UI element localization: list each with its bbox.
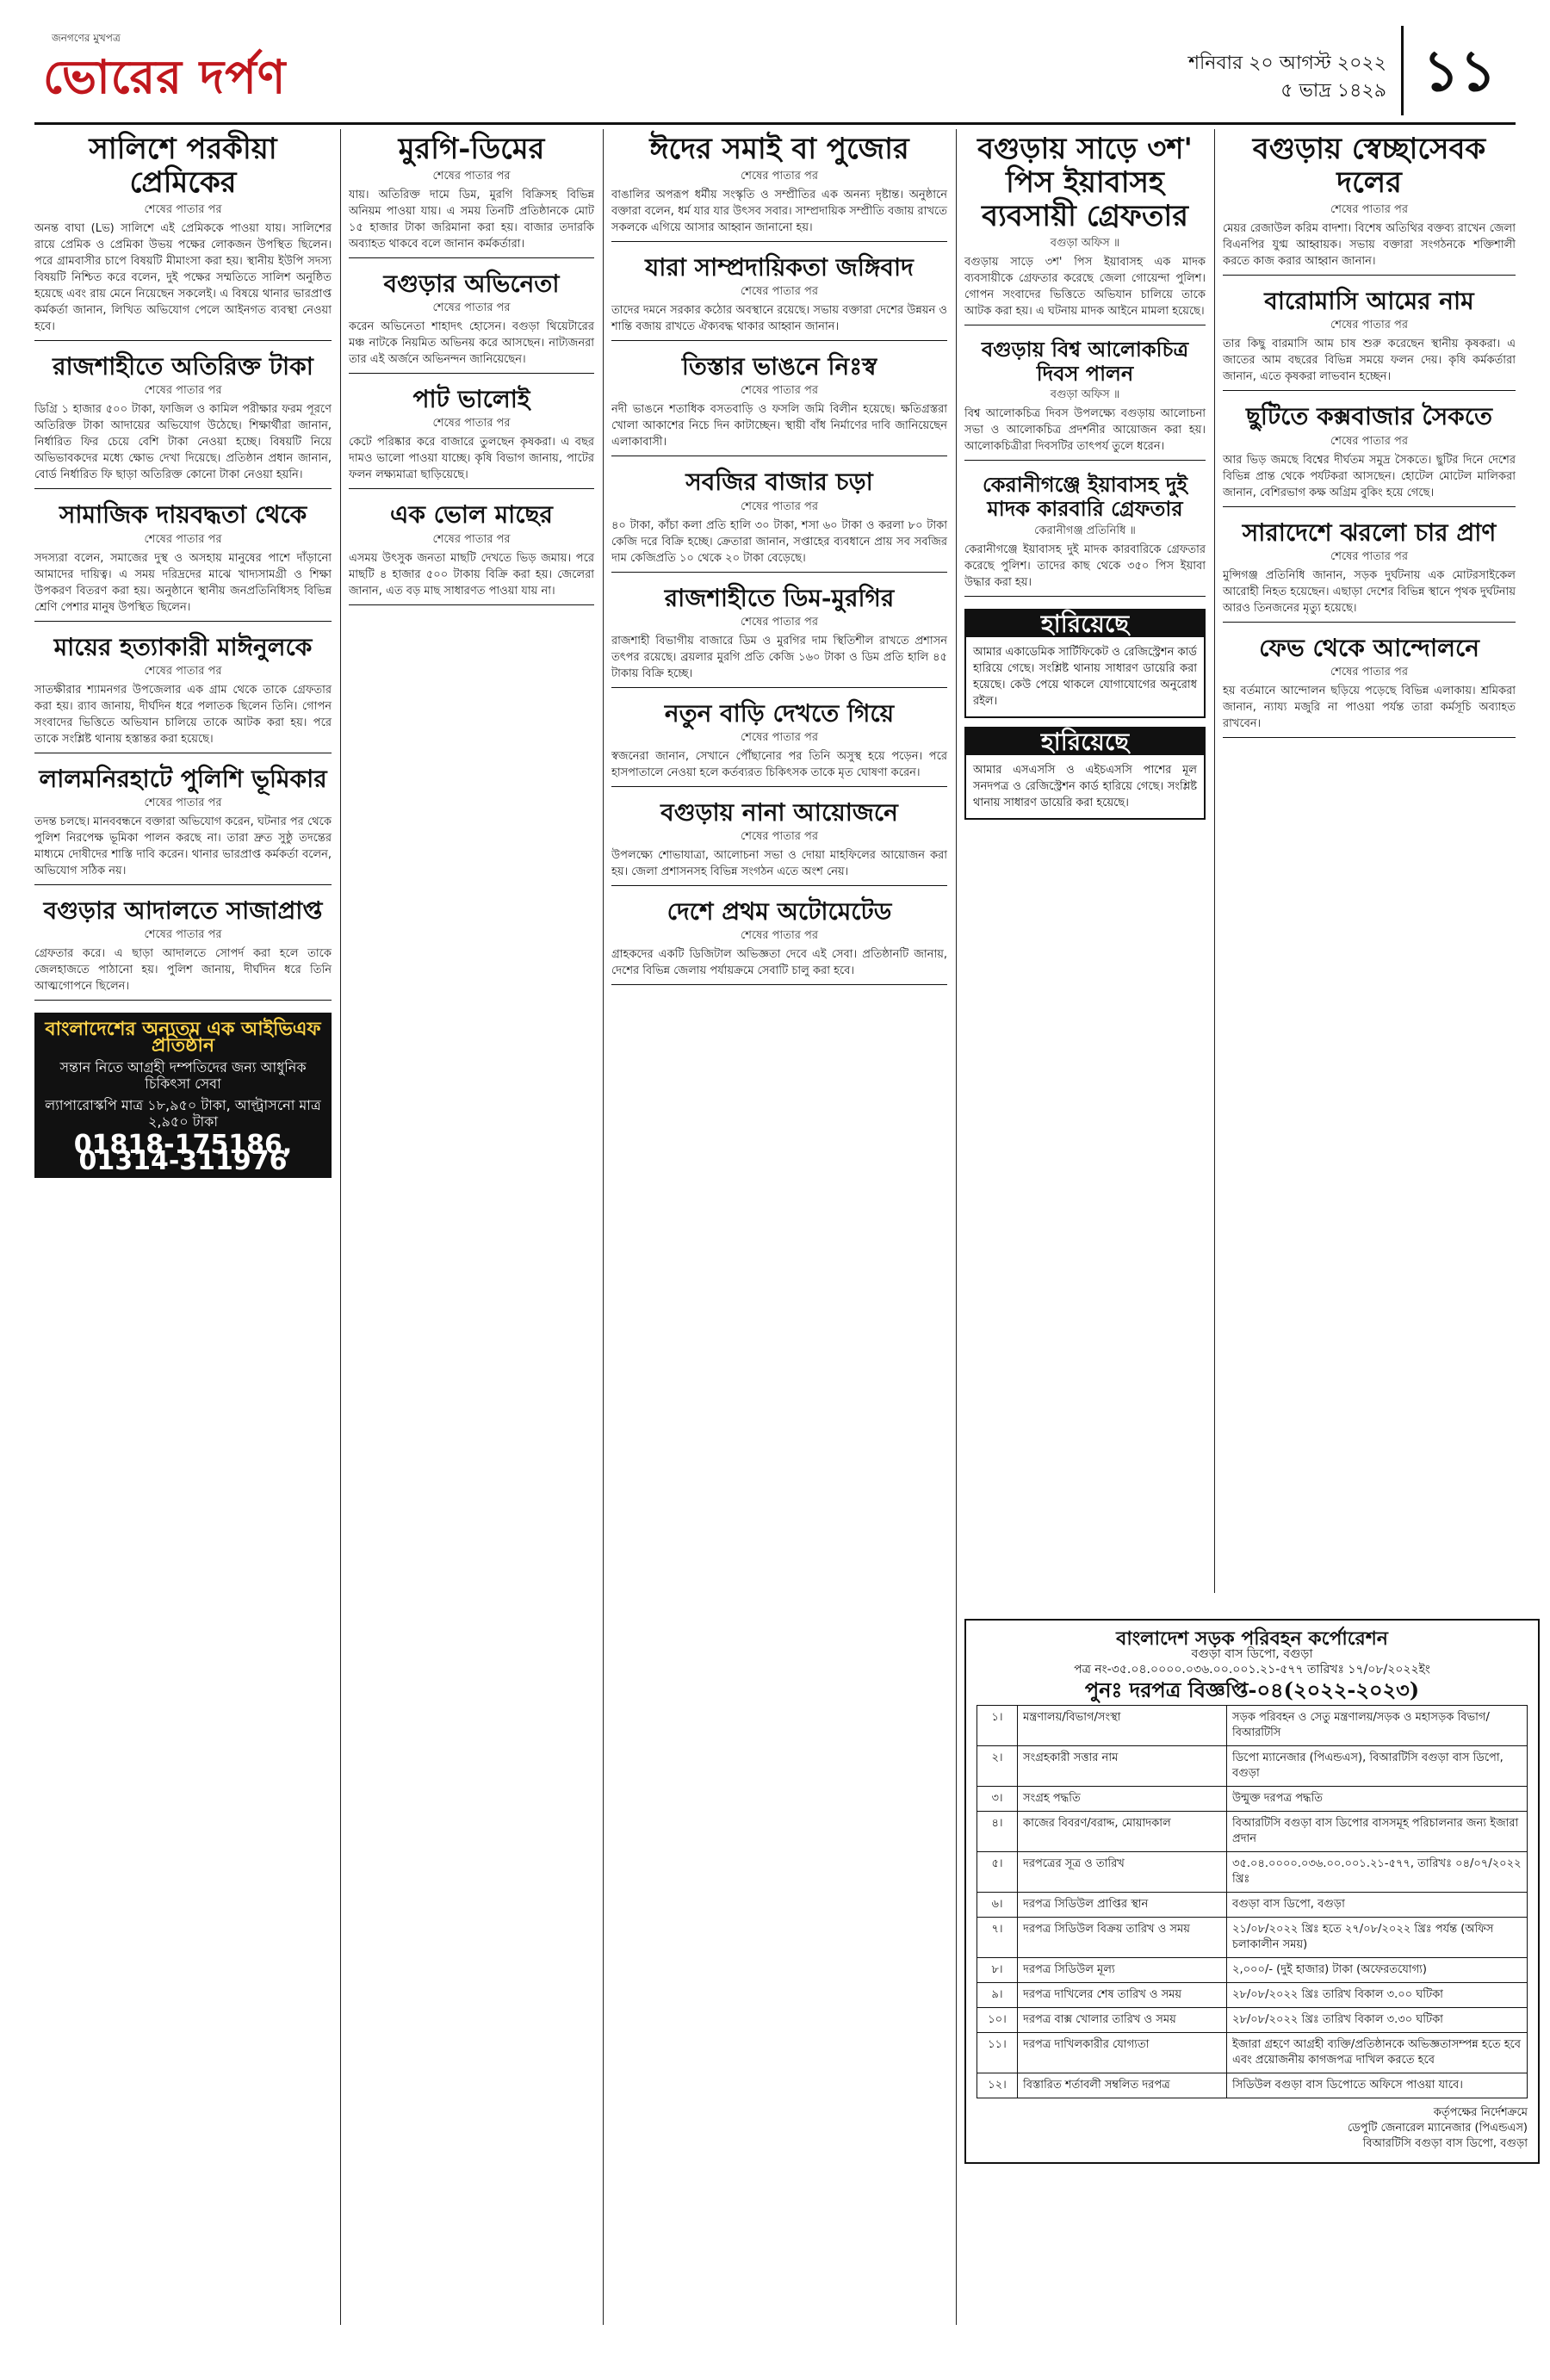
article	[34, 765, 332, 885]
tender-row	[977, 1918, 1528, 1958]
article-body: স্বজনেরা জানান, সেখানে পৌঁছানোর পর তিনি অসুস্থ হয়ে পড়েন। পরে হাসপাতালে নেওয়া হলে কর্তব্যরত চিকিৎসক তাকে মৃত ঘোষণা করেন।	[611, 750, 947, 780]
continued-label: শেষের পাতার পর	[144, 384, 222, 398]
tender-row	[977, 1983, 1528, 2008]
tender-cell-no: ৮।	[977, 1958, 1018, 1983]
tender-cell-label: দরপত্র সিডিউল মূল্য	[1018, 1958, 1227, 1983]
article	[349, 501, 594, 604]
tender-memo: পত্র নং-৩৫.০৪.০০০০.০৩৬.০০.০০১.২১-৫৭৭ তারিখঃ ১৭/০৮/২০২২ইং	[1074, 1663, 1430, 1677]
article	[34, 634, 332, 753]
lost-notice	[964, 609, 1206, 718]
article-headline: পাট ভালোই	[412, 385, 530, 414]
continued-label: শেষের পাতার পর	[740, 731, 819, 745]
tender-cell-label: দরপত্র সিডিউল বিক্রয় তারিখ ও সময়	[1018, 1918, 1227, 1958]
article-body: বিশ্ব আলোকচিত্র দিবস উপলক্ষ্যে বগুড়ায় আলোচনা সভা ও আলোকচিত্র প্রদর্শনীর আয়োজন করা হয়। আলোকচিত্রীরা দিবসটির তাৎপর্য তুলে ধরেন।	[964, 407, 1206, 454]
continued-label: শেষের পাতার পর	[144, 203, 222, 217]
article	[34, 353, 332, 489]
lost-notice-title: হারিয়েছে	[966, 610, 1204, 637]
sig-office: বিআরটিসি বগুড়া বাস ডিপো, বগুড়া	[1362, 2137, 1528, 2150]
article-headline: ফেভ থেকে আন্দোলনে	[1259, 633, 1479, 662]
continued-label: শেষের পাতার পর	[1330, 549, 1409, 563]
article-dateline: কেরানীগঞ্জ প্রতিনিধি ॥	[1034, 524, 1136, 537]
article-headline: ছুটিতে কক্সবাজার সৈকতে	[1245, 402, 1493, 431]
masthead-tagline: জনগণের মুখপত্র	[52, 32, 121, 44]
article	[964, 473, 1206, 596]
article	[611, 585, 947, 688]
tender-table	[976, 1705, 1528, 2098]
article	[611, 700, 947, 787]
lost-notices	[964, 609, 1206, 820]
tender-signature	[976, 2105, 1528, 2152]
tender-row	[977, 2008, 1528, 2033]
article-headline: বারোমাসি আমের নাম	[1264, 287, 1474, 316]
article-divider	[611, 984, 947, 985]
article-body: মেয়র রেজাউল করিম বাদশা। বিশেষ অতিথির বক্তব্য রাখেন জেলা বিএনপির যুগ্ম আহ্বায়ক। সভায় বক্তারা সংগঠনকে শক্তিশালী করতে কাজ করার আহ্বান জানান।	[1223, 222, 1516, 269]
continued-label: শেষের পাতার পর	[144, 664, 222, 678]
tender-cell-value: ২১/০৮/২০২২ খ্রিঃ হতে ২৭/০৮/২০২২ খ্রিঃ পর্যন্ত (অফিস চলাকালীন সময়)	[1227, 1918, 1528, 1958]
article	[964, 338, 1206, 461]
tender-cell-label: দরপত্রের সূত্র ও তারিখ	[1018, 1852, 1227, 1893]
article-headline: বগুড়ার আদালতে সাজাপ্রাপ্ত	[43, 896, 323, 925]
page-number: ১১	[1401, 26, 1516, 115]
ad-phone-numbers: 01818-175186, 01314-311976	[73, 1130, 293, 1177]
article-divider	[611, 687, 947, 688]
col3-articles	[611, 133, 947, 985]
article	[611, 799, 947, 886]
continued-label: শেষের পাতার পর	[432, 301, 511, 315]
article-body: তদন্ত চলছে। মানববন্ধনে বক্তারা অভিযোগ করেন, ঘটনার পর থেকে পুলিশ নিরপেক্ষ ভূমিকা পালন করছে না। তারা দ্রুত সুষ্ঠু তদন্তের মাধ্যমে দোষীদের শাস্তি দাবি করেন। থানার ভারপ্রাপ্ত কর্মকর্তা বলেন, অভিযোগ সঠিক নয়।	[34, 815, 332, 877]
article-body: তার কিছু বারমাসি আম চাষ শুরু করেছেন স্থানীয় কৃষকরা। এ জাতের আম বছরের বিভিন্ন সময়ে ফলন দেয়। কৃষি কর্মকর্তারা জানান, এতে কৃষকরা লাভবান হচ্ছেন।	[1223, 338, 1516, 384]
continued-label: শেষের পাতার পর	[432, 532, 511, 546]
article	[611, 898, 947, 985]
article-divider	[964, 596, 1206, 597]
article-divider	[611, 885, 947, 886]
article	[1223, 519, 1516, 623]
article	[964, 133, 1206, 325]
article	[349, 386, 594, 489]
article-divider	[611, 241, 947, 242]
article-divider	[1223, 275, 1516, 276]
article-body: তাদের দমনে সরকার কঠোর অবস্থানে রয়েছে। সভায় বক্তারা দেশের উন্নয়ন ও শান্তি বজায় রাখতে ঐক্যবদ্ধ থাকার আহ্বান জানান।	[611, 304, 947, 334]
article-divider	[34, 488, 332, 489]
ivf-advertisement	[34, 1013, 332, 1178]
article-body: কেরানীগঞ্জে ইয়াবাসহ দুই মাদক কারবারিকে গ্রেফতার করেছে পুলিশ। তাদের কাছ থেকে ৩৫০ পিস ইয়াবা উদ্ধার করা হয়।	[964, 542, 1206, 589]
tender-org: বাংলাদেশ সড়ক পরিবহন কর্পোরেশন	[1116, 1627, 1388, 1650]
continued-label: শেষের পাতার পর	[740, 499, 819, 513]
tender-cell-no: ৩।	[977, 1787, 1018, 1812]
article-divider	[1223, 737, 1516, 738]
tender-row	[977, 2033, 1528, 2073]
article	[349, 133, 594, 258]
tender-title: পুনঃ দরপত্র বিজ্ঞপ্তি-০৪(২০২২-২০২৩)	[1084, 1677, 1420, 1702]
newspaper-logo: ভোরের দর্পণ	[43, 49, 287, 104]
continued-label: শেষের পাতার পর	[1330, 434, 1409, 448]
article-divider	[1223, 390, 1516, 391]
column-divider	[603, 129, 604, 2325]
tender-row	[977, 2073, 1528, 2098]
col2-articles	[349, 133, 594, 605]
article-dateline: বগুড়া অফিস ॥	[1050, 388, 1120, 402]
article-body: সদস্যরা বলেন, সমাজের দুস্থ ও অসহায় মানুষের পাশে দাঁড়ানো আমাদের দায়িত্ব। এ সময় দরিদ্রদের মাঝে খাদ্যসামগ্রী ও শিক্ষা উপকরণ বিতরণ করা হয়। অনুষ্ঠানে স্থানীয় জনপ্রতিনিধিসহ বিভিন্ন শ্রেণি পেশার মানুষ উপস্থিত ছিলেন।	[34, 551, 332, 614]
continued-label: শেষের পাতার পর	[1330, 665, 1409, 679]
masthead	[34, 26, 1516, 125]
tender-cell-label: কাজের বিবরণ/বরাদ্দ, মোয়াদকাল	[1018, 1812, 1227, 1852]
col5-articles	[1223, 133, 1516, 738]
tender-cell-value: ডিপো ম্যানেজার (পিএন্ডএস), বিআরটিসি বগুড়া বাস ডিপো, বগুড়া	[1227, 1746, 1528, 1787]
tender-cell-value: ২৮/০৮/২০২২ খ্রিঃ তারিখ বিকাল ৩.৩০ ঘটিকা	[1227, 2008, 1528, 2033]
article	[349, 270, 594, 374]
tender-row	[977, 1958, 1528, 1983]
tender-cell-no: ৯।	[977, 1983, 1018, 2008]
tender-cell-no: ১২।	[977, 2073, 1018, 2098]
column-divider	[1214, 129, 1215, 1593]
tender-cell-no: ১।	[977, 1706, 1018, 1746]
ad-subline: সন্তান নিতে আগ্রহী দম্পতিদের জন্য আধুনিক চিকিৎসা সেবা	[59, 1059, 307, 1093]
tender-cell-no: ৭।	[977, 1918, 1018, 1958]
tender-cell-no: ২।	[977, 1746, 1018, 1787]
column-3	[611, 129, 947, 997]
tender-cell-value: ২৮/০৮/২০২২ খ্রিঃ তারিখ বিকাল ৩.০০ ঘটিকা	[1227, 1983, 1528, 2008]
lost-notice-body: আমার এসএসসি ও এইচএসসি পাশের মূল সনদপত্র ও রেজিস্ট্রেশন কার্ড হারিয়ে গেছে। সংশ্লিষ্ট থানায় সাধারণ ডায়েরি করা হয়েছে।	[973, 763, 1197, 809]
continued-label: শেষের পাতার পর	[740, 285, 819, 299]
continued-label: শেষের পাতার পর	[740, 384, 819, 398]
article-divider	[611, 572, 947, 573]
tender-cell-label: সংগ্রহ পদ্ধতি	[1018, 1787, 1227, 1812]
tender-cell-no: ১০।	[977, 2008, 1018, 2033]
tender-cell-value: সিডিউল বগুড়া বাস ডিপোতে অফিসে পাওয়া যাবে।	[1227, 2073, 1528, 2098]
article-body: সাতক্ষীরার শ্যামনগর উপজেলার এক গ্রাম থেকে তাকে গ্রেফতার করা হয়। র‌্যাব জানায়, দীর্ঘদিন ধরে পলাতক ছিলেন তিনি। গোপন সংবাদের ভিত্তিতে অভিযান চালিয়ে তাকে আটক করা হয়। পরে তাকে সংশ্লিষ্ট থানায় হস্তান্তর করা হয়েছে।	[34, 683, 332, 746]
tender-row	[977, 1746, 1528, 1787]
article-body: করেন অভিনেতা শাহাদৎ হোসেন। বগুড়া থিয়েটারের মঞ্চ নাটকে নিয়মিত অভিনয় করে আসছেন। নাট্যজনরা তার এই অর্জনে অভিনন্দন জানিয়েছেন।	[349, 320, 594, 367]
article-divider	[611, 786, 947, 787]
article	[34, 133, 332, 341]
article-headline: রাজশাহীতে অতিরিক্ত টাকা	[53, 352, 313, 381]
tender-cell-label: বিস্তারিত শর্তাবলী সম্বলিত দরপত্র	[1018, 2073, 1227, 2098]
tender-cell-value: বিআরটিসি বগুড়া বাস ডিপোর বাসসমূহ পরিচালনার জন্য ইজারা প্রদান	[1227, 1812, 1528, 1852]
article	[611, 468, 947, 572]
tender-notice	[964, 1619, 1540, 2164]
article-headline: বগুড়ায় স্বেচ্ছাসেবক দলের	[1252, 132, 1486, 201]
article-headline: লালমনিরহাটে পুলিশি ভূমিকার	[39, 764, 327, 793]
article-headline: বগুড়ায় বিশ্ব আলোকচিত্র দিবস পালন	[981, 337, 1189, 386]
article	[611, 353, 947, 456]
tender-cell-value: সড়ক পরিবহন ও সেতু মন্ত্রণালয়/সড়ক ও মহাসড়ক বিভাগ/বিআরটিসি	[1227, 1706, 1528, 1746]
article-body: যায়। অতিরিক্ত দামে ডিম, মুরগি বিক্রিসহ বিভিন্ন অনিয়ম পাওয়া যায়। এ সময় তিনটি প্রতিষ্ঠানকে মোট ১৫ হাজার টাকা জরিমানা করা হয়। বাজার তদারকি অব্যাহত থাকবে বলে জানান কর্মকর্তারা।	[349, 189, 594, 251]
tender-dept: বগুড়া বাস ডিপো, বগুড়া	[1191, 1647, 1313, 1661]
article-headline: সালিশে পরকীয়া প্রেমিকের	[89, 132, 277, 201]
column-5	[1223, 129, 1516, 750]
article-dateline: বগুড়া অফিস ॥	[1050, 237, 1120, 251]
ad-offer: ল্যাপারোস্কপি মাত্র ১৮,৯৫০ টাকা, আল্ট্রাসনো মাত্র ২,৯৫০ টাকা	[45, 1097, 321, 1131]
continued-label: শেষের পাতার পর	[144, 796, 222, 809]
column-2	[349, 129, 594, 617]
article-headline: সারাদেশে ঝরলো চার প্রাণ	[1242, 518, 1497, 547]
article-divider	[1223, 506, 1516, 507]
tender-cell-label: দরপত্র সিডিউল প্রাপ্তির স্থান	[1018, 1893, 1227, 1918]
article-body: রাজশাহী বিভাগীয় বাজারে ডিম ও মুরগির দাম স্থিতিশীল রাখতে প্রশাসন তৎপর রয়েছে। ব্রয়লার মুরগি প্রতি কেজি ১৬০ টাকা ও ডিম প্রতি হালি ৪৫ টাকায় বিক্রি হচ্ছে।	[611, 634, 947, 680]
continued-label: শেষের পাতার পর	[740, 830, 819, 844]
article-headline: এক ভোল মাছের	[390, 500, 553, 530]
article	[34, 897, 332, 1001]
article-body: মুন্সিগঞ্জ প্রতিনিধি জানান, সড়ক দুর্ঘটনায় এক মোটরসাইকেল আরোহী নিহত হয়েছেন। এছাড়া দেশের বিভিন্ন স্থানে পৃথক দুর্ঘটনায় আরও তিনজনের মৃত্যু হয়েছে।	[1223, 568, 1516, 615]
column-divider	[956, 129, 957, 2325]
tender-cell-no: ১১।	[977, 2033, 1018, 2073]
tender-cell-value: ইজারা গ্রহণে আগ্রহী ব্যক্তি/প্রতিষ্ঠানকে অভিজ্ঞতাসম্পন্ন হতে হবে এবং প্রয়োজনীয় কাগজপত্র দাখিল করতে হবে	[1227, 2033, 1528, 2073]
article-divider	[34, 884, 332, 885]
article-headline: মুরগি-ডিমের	[398, 132, 545, 166]
continued-label: শেষের পাতার পর	[144, 532, 222, 546]
sig-label: কর্তৃপক্ষের নির্দেশক্রমে	[1433, 2106, 1528, 2119]
article-headline: সামাজিক দায়বদ্ধতা থেকে	[59, 500, 307, 530]
article-body: এসময় উৎসুক জনতা মাছটি দেখতে ভিড় জমায়। পরে মাছটি ৪ হাজার ৫০০ টাকায় বিক্রি করা হয়। জেলেরা জানান, এত বড় মাছ সাধারণত পাওয়া যায় না।	[349, 551, 594, 598]
article-body: উপলক্ষ্যে শোভাযাত্রা, আলোচনা সভা ও দোয়া মাহফিলের আয়োজন করা হয়। জেলা প্রশাসনসহ বিভিন্ন সংগঠন এতে অংশ নেয়।	[611, 849, 947, 879]
lost-notice-title: হারিয়েছে	[966, 728, 1204, 755]
article	[611, 254, 947, 341]
column-1	[34, 129, 332, 1178]
continued-label: শেষের পাতার পর	[432, 170, 511, 183]
article-body: হয় বর্তমানে আন্দোলন ছড়িয়ে পড়েছে বিভিন্ন এলাকায়। শ্রমিকরা জানান, ন্যায্য মজুরি না পাওয়া পর্যন্ত তারা কর্মসূচি অব্যাহত রাখবেন।	[1223, 684, 1516, 730]
tender-cell-no: ৬।	[977, 1893, 1018, 1918]
article	[1223, 288, 1516, 391]
tender-row	[977, 1812, 1528, 1852]
article-headline: সবজির বাজার চড়া	[685, 468, 873, 497]
continued-label: শেষের পাতার পর	[740, 170, 819, 183]
column-4	[964, 129, 1206, 828]
tender-cell-value: উন্মুক্ত দরপত্র পদ্ধতি	[1227, 1787, 1528, 1812]
continued-label: শেষের পাতার পর	[740, 615, 819, 629]
article-body: বগুড়ায় সাড়ে ৩শ' পিস ইয়াবাসহ এক মাদক ব্যবসায়ীকে গ্রেফতার করেছে জেলা গোয়েন্দা পুলিশ। গোপন সংবাদের ভিত্তিতে অভিযান চালিয়ে তাকে আটক করা হয়। এ ঘটনায় মাদক আইনে মামলা হয়েছে।	[964, 256, 1206, 319]
article	[1223, 403, 1516, 506]
article-body: আর ভিড় জমছে বিশ্বের দীর্ঘতম সমুদ্র সৈকতে। ছুটির দিনে দেশের বিভিন্ন প্রান্ত থেকে পর্যটকরা আসছেন। হোটেল মোটেল মালিকরা জানান, বেশিরভাগ কক্ষ অগ্রিম বুকিং হয়ে গেছে।	[1223, 453, 1516, 499]
article	[1223, 133, 1516, 276]
article-body: ৪০ টাকা, কাঁচা কলা প্রতি হালি ৩০ টাকা, শসা ৬০ টাকা ও করলা ৮০ টাকা কেজি দরে বিক্রি হচ্ছে। ক্রেতারা জানান, সপ্তাহের ব্যবধানে প্রায় সব সবজির দাম কেজিপ্রতি ১০ থেকে ২০ টাকা বেড়েছে।	[611, 518, 947, 565]
tender-cell-no: ৪।	[977, 1812, 1018, 1852]
article	[1223, 635, 1516, 738]
tender-row	[977, 1787, 1528, 1812]
continued-label: শেষের পাতার পর	[1330, 203, 1409, 217]
article-body: গ্রেফতার করে। এ ছাড়া আদালতে সোপর্দ করা হলে তাকে জেলহাজতে পাঠানো হয়। পুলিশ জানায়, দীর্ঘদিন ধরে তিনি আত্মগোপনে ছিলেন।	[34, 947, 332, 994]
article-divider	[349, 257, 594, 258]
column-divider	[340, 129, 341, 2325]
continued-label: শেষের পাতার পর	[432, 417, 511, 431]
tender-row	[977, 1706, 1528, 1746]
article-body: ডিগ্রি ১ হাজার ৫০০ টাকা, ফাজিল ও কামিল পরীক্ষার ফরম পূরণে অতিরিক্ত টাকা আদায়ের অভিযোগ উঠেছে। শিক্ষার্থীরা জানান, নির্ধারিত ফির চেয়ে বেশি টাকা নেওয়া হচ্ছে। বিষয়টি নিয়ে অভিভাবকদের মধ্যে ক্ষোভ দেখা দিয়েছে। প্রতিষ্ঠান প্রধান জানান, বোর্ড নির্ধারিত ফি ছাড়া অতিরিক্ত কোনো টাকা নেওয়া হয়নি।	[34, 403, 332, 482]
tender-cell-label: মন্ত্রণালয়/বিভাগ/সংস্থা	[1018, 1706, 1227, 1746]
ad-headline: বাংলাদেশের অন্যতম এক আইভিএফ প্রতিষ্ঠান	[45, 1018, 321, 1057]
article-headline: কেরানীগঞ্জে ইয়াবাসহ দুই মাদক কারবারি গ্রেফতার	[983, 472, 1187, 522]
article-divider	[34, 340, 332, 341]
date-gregorian: শনিবার ২০ আগস্ট ২০২২	[1187, 53, 1386, 74]
article-divider	[349, 488, 594, 489]
lost-notice	[964, 727, 1206, 820]
article-headline: ঈদের সমাই বা পুজোর	[649, 132, 909, 166]
lost-notice-body: আমার একাডেমিক সার্টিফিকেট ও রেজিস্ট্রেশন কার্ড হারিয়ে গেছে। সংশ্লিষ্ট থানায় সাধারণ ডায়েরি করা হয়েছে। কেউ পেয়ে থাকলে যোগাযোগের অনুরোধ রইল।	[973, 645, 1197, 708]
article	[611, 133, 947, 242]
continued-label: শেষের পাতার পর	[144, 928, 222, 942]
tender-cell-value: ৩৫.০৪.০০০০.০৩৬.০০.০০১.২১-৫৭৭, তারিখঃ ০৪/০৭/২০২২ খ্রিঃ	[1227, 1852, 1528, 1893]
article-headline: তিস্তার ভাঙনে নিঃস্ব	[681, 352, 877, 381]
sig-name: ডেপুটি জেনারেল ম্যানেজার (পিএন্ডএস)	[1347, 2122, 1528, 2135]
article-body: বাঙালির অপরূপ ধর্মীয় সংস্কৃতি ও সম্প্রীতির এক অনন্য দৃষ্টান্ত। অনুষ্ঠানে বক্তারা বলেন, ধর্ম যার যার উৎসব সবার। সাম্প্রদায়িক সম্প্রীতি বজায় রাখতে সকলকে এগিয়ে আসার আহ্বান জানানো হয়।	[611, 189, 947, 235]
tender-cell-no: ৫।	[977, 1852, 1018, 1893]
tender-cell-value: ২,০০০/- (দুই হাজার) টাকা (অফেরতযোগ্য)	[1227, 1958, 1528, 1983]
article-body: কেটে পরিষ্কার করে বাজারে তুলছেন কৃষকরা। এ বছর দামও ভালো পাওয়া যাচ্ছে। কৃষি বিভাগ জানায়, পাটের ফলন লক্ষ্যমাত্রা ছাড়িয়েছে।	[349, 436, 594, 482]
article-headline: দেশে প্রথম অটোমেটেড	[666, 897, 892, 927]
article	[34, 501, 332, 621]
article-headline: নতুন বাড়ি দেখতে গিয়ে	[664, 698, 895, 728]
article-headline: বগুড়ায় নানা আয়োজনে	[660, 798, 898, 827]
article-body: নদী ভাঙনে শতাধিক বসতবাড়ি ও ফসলি জমি বিলীন হয়েছে। ক্ষতিগ্রস্তরা খোলা আকাশের নিচে দিন কাটাচ্ছেন। স্থায়ী বাঁধ নির্মাণের দাবি জানিয়েছেন এলাকাবাসী।	[611, 403, 947, 449]
continued-label: শেষের পাতার পর	[740, 929, 819, 943]
article-divider	[349, 604, 594, 605]
article-headline: বগুড়ায় সাড়ে ৩শ' পিস ইয়াবাসহ ব্যবসায়ী গ্রেফতার	[977, 132, 1193, 234]
article-divider	[349, 373, 594, 374]
article-body: অনন্ত বাঘা (Lভ) সালিশে এই প্রেমিককে পাওয়া যায়। সালিশের রায়ে প্রেমিক ও প্রেমিকা উভয় পক্ষের লোকজন উপস্থিত ছিলেন। পরে গ্রামবাসীর চাপে বিষয়টি মীমাংসা করা হয়। স্থানীয় ইউপি সদস্য বিষয়টি নিশ্চিত করে বলেন, দুই পক্ষের সম্মতিতে সালিশ অনুষ্ঠিত হয়েছে এবং রায় মেনে নিয়েছেন সকলেই। এ বিষয়ে থানার ভারপ্রাপ্ত কর্মকর্তা জানান, লিখিত অভিযোগ পেলে আইনগত ব্যবস্থা নেওয়া হবে।	[34, 222, 332, 334]
continued-label: শেষের পাতার পর	[1330, 319, 1409, 332]
article-headline: যারা সাম্প্রদায়িকতা জঙ্গিবাদ	[645, 253, 914, 282]
article-divider	[34, 621, 332, 622]
article-headline: মায়ের হত্যাকারী মাঈনুলকে	[53, 632, 313, 661]
tender-row	[977, 1852, 1528, 1893]
tender-cell-label: সংগ্রহকারী সত্তার নাম	[1018, 1746, 1227, 1787]
article-divider	[1223, 622, 1516, 623]
tender-cell-label: দরপত্র দাখিলের শেষ তারিখ ও সময়	[1018, 1983, 1227, 2008]
col1-articles	[34, 133, 332, 1001]
article-divider	[611, 340, 947, 341]
tender-cell-label: দরপত্র দাখিলকারীর যোগ্যতা	[1018, 2033, 1227, 2073]
article-body: গ্রাহকদের একটি ডিজিটাল অভিজ্ঞতা দেবে এই সেবা। প্রতিষ্ঠানটি জানায়, দেশের বিভিন্ন জেলায় পর্যায়ক্রমে সেবাটি চালু করা হবে।	[611, 948, 947, 978]
date-bengali: ৫ ভাদ্র ১৪২৯	[1280, 80, 1386, 102]
tender-row	[977, 1893, 1528, 1918]
tender-cell-value: বগুড়া বাস ডিপো, বগুড়া	[1227, 1893, 1528, 1918]
article-divider	[964, 460, 1206, 461]
masthead-dateline	[1188, 50, 1386, 105]
article-headline: রাজশাহীতে ডিম-মুরগির	[664, 583, 895, 612]
article-divider	[34, 1000, 332, 1001]
article-headline: বগুড়ার অভিনেতা	[383, 270, 560, 299]
tender-cell-label: দরপত্র বাক্স খোলার তারিখ ও সময়	[1018, 2008, 1227, 2033]
col4-articles	[964, 133, 1206, 597]
